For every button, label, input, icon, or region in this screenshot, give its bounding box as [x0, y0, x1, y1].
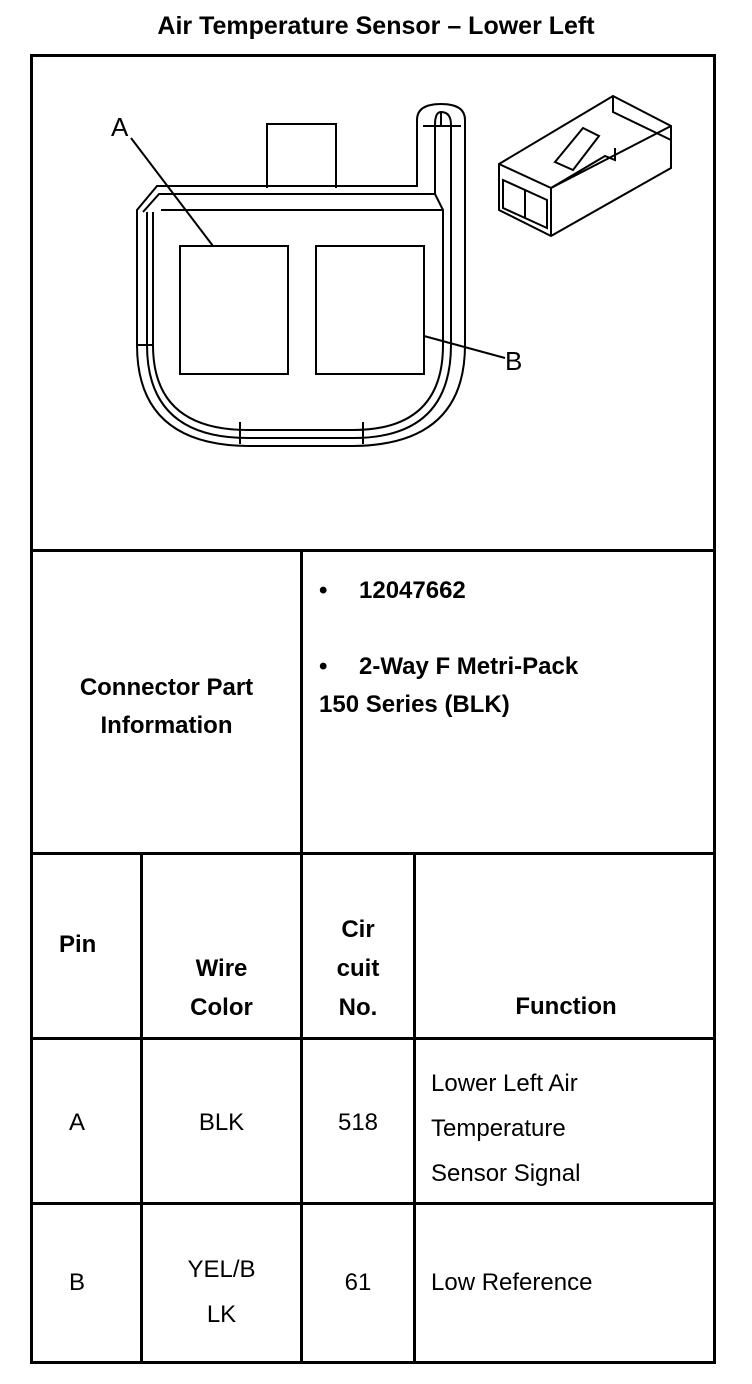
heading-line: Connector Part: [79, 674, 254, 701]
connector-perspective-view: [499, 96, 671, 236]
row-a-function: [431, 1061, 580, 1196]
header-line: Color: [190, 994, 253, 1021]
divider: [300, 549, 303, 852]
connector-outer-body: [137, 104, 465, 446]
header-line: No.: [338, 994, 378, 1021]
divider: [33, 549, 713, 552]
row-a-circuit: 518: [337, 1109, 379, 1136]
cavity-b: [316, 246, 424, 374]
pin-label-b: B: [505, 346, 523, 376]
heading-line: Information: [100, 712, 233, 739]
function-line: Sensor Signal: [431, 1160, 581, 1187]
connector-inner-body: [143, 194, 443, 430]
function-line: Temperature: [431, 1115, 566, 1142]
header-line: cuit: [336, 955, 380, 982]
divider: [33, 852, 713, 855]
leader-line-a: [131, 138, 213, 246]
row-b-wire-color: [143, 1247, 300, 1337]
row-a-wire-color: BLK: [198, 1109, 245, 1136]
row-b-pin: B: [69, 1269, 86, 1296]
header-circuit: [303, 910, 413, 1027]
wire-color-line: LK: [206, 1301, 237, 1328]
description: 2-Way F Metri-Pack: [359, 653, 579, 680]
header-function: Function: [515, 993, 617, 1020]
part-number-line: [319, 572, 709, 610]
header-line: Cir: [341, 916, 375, 943]
connector-top-tab: [267, 124, 336, 188]
connector-info-details: [319, 572, 709, 724]
header-pin: Pin: [59, 931, 97, 958]
pin-label-a: A: [111, 112, 129, 142]
description-line: [319, 648, 709, 686]
row-b-function: Low Reference: [431, 1269, 593, 1296]
divider: [33, 1037, 713, 1040]
page-title: Air Temperature Sensor – Lower Left: [157, 12, 595, 40]
divider: [413, 852, 416, 1364]
bullet: •: [319, 577, 328, 604]
cavity-a: [180, 246, 288, 374]
wire-color-line: YEL/B: [187, 1256, 256, 1283]
connector-diagram: [33, 57, 713, 549]
divider: [33, 1202, 713, 1205]
header-line: Wire: [195, 955, 248, 982]
header-wire-color: [143, 949, 300, 1027]
function-line: Lower Left Air: [431, 1070, 578, 1097]
connector-info-heading: [33, 669, 300, 745]
description: 150 Series (BLK): [319, 691, 510, 718]
row-a-pin: A: [69, 1109, 86, 1136]
bullet: •: [319, 653, 328, 680]
connector-sheet: [30, 54, 716, 1364]
row-b-circuit: 61: [344, 1269, 372, 1296]
part-number: 12047662: [359, 577, 466, 604]
